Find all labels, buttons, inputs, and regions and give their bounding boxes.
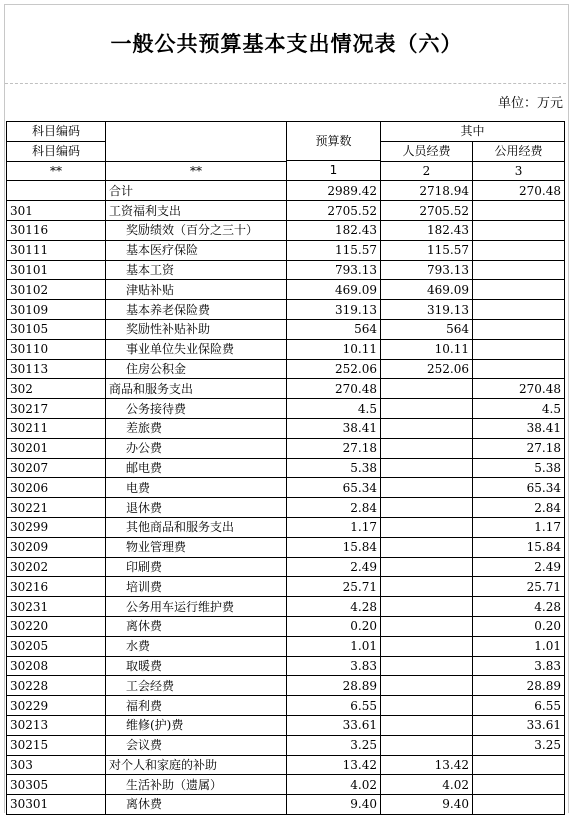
cell-code: 301 — [7, 201, 106, 221]
cell-name: 对个人和家庭的补助 — [106, 755, 287, 775]
cell-name: 福利费 — [106, 696, 287, 716]
cell-code: 30301 — [7, 795, 106, 815]
cell-personnel — [381, 517, 473, 537]
cell-budget: 319.13 — [287, 300, 381, 320]
cell-public: 0.20 — [473, 616, 565, 636]
table-row — [7, 220, 565, 240]
table-row — [7, 755, 565, 775]
cell-code: 30102 — [7, 280, 106, 300]
header-code-top: 科目编码 — [7, 122, 106, 142]
table-row — [7, 478, 565, 498]
table-row — [7, 339, 565, 359]
table-row — [7, 676, 565, 696]
cell-personnel — [381, 597, 473, 617]
cell-personnel — [381, 735, 473, 755]
cell-public: 33.61 — [473, 715, 565, 735]
cell-budget: 2989.42 — [287, 181, 381, 201]
cell-code: 30213 — [7, 715, 106, 735]
cell-personnel: 793.13 — [381, 260, 473, 280]
cell-name: 离休费 — [106, 616, 287, 636]
cell-name: 津贴补贴 — [106, 280, 287, 300]
cell-name: 退休费 — [106, 498, 287, 518]
marker-code: ** — [7, 161, 106, 181]
cell-name: 事业单位失业保险费 — [106, 339, 287, 359]
table-row — [7, 616, 565, 636]
cell-name: 工资福利支出 — [106, 201, 287, 221]
cell-budget: 27.18 — [287, 438, 381, 458]
cell-public: 38.41 — [473, 418, 565, 438]
cell-public: 2.84 — [473, 498, 565, 518]
cell-budget: 2.84 — [287, 498, 381, 518]
cell-name: 住房公积金 — [106, 359, 287, 379]
cell-budget: 115.57 — [287, 240, 381, 260]
cell-personnel: 2718.94 — [381, 181, 473, 201]
cell-name: 公务接待费 — [106, 399, 287, 419]
cell-code: 30116 — [7, 220, 106, 240]
cell-code: 30201 — [7, 438, 106, 458]
cell-name: 奖励绩效（百分之三十） — [106, 220, 287, 240]
cell-public: 2.49 — [473, 557, 565, 577]
cell-code: 30209 — [7, 537, 106, 557]
table-row — [7, 379, 565, 399]
cell-personnel: 2705.52 — [381, 201, 473, 221]
cell-personnel: 13.42 — [381, 755, 473, 775]
cell-code: 30211 — [7, 418, 106, 438]
cell-budget: 1.01 — [287, 636, 381, 656]
header-public: 公用经费 — [473, 141, 565, 161]
cell-personnel: 182.43 — [381, 220, 473, 240]
cell-budget: 3.25 — [287, 735, 381, 755]
cell-budget: 0.20 — [287, 616, 381, 636]
cell-public: 1.17 — [473, 517, 565, 537]
table-row — [7, 260, 565, 280]
cell-name: 培训费 — [106, 577, 287, 597]
table-row — [7, 359, 565, 379]
header-name-spacer — [106, 122, 287, 162]
cell-public — [473, 359, 565, 379]
cell-budget: 564 — [287, 319, 381, 339]
table-body — [7, 181, 565, 815]
header-row-3 — [7, 161, 565, 181]
table-row — [7, 418, 565, 438]
cell-personnel — [381, 399, 473, 419]
cell-personnel — [381, 438, 473, 458]
cell-budget: 2705.52 — [287, 201, 381, 221]
cell-name: 基本养老保险费 — [106, 300, 287, 320]
cell-code: 30231 — [7, 597, 106, 617]
cell-personnel — [381, 498, 473, 518]
cell-personnel — [381, 458, 473, 478]
cell-personnel — [381, 537, 473, 557]
cell-code: 30220 — [7, 616, 106, 636]
cell-public — [473, 339, 565, 359]
cell-public: 3.83 — [473, 656, 565, 676]
cell-name: 基本医疗保险 — [106, 240, 287, 260]
cell-budget: 9.40 — [287, 795, 381, 815]
cell-code: 30206 — [7, 478, 106, 498]
cell-public: 3.25 — [473, 735, 565, 755]
table-row — [7, 636, 565, 656]
cell-personnel — [381, 636, 473, 656]
cell-personnel — [381, 656, 473, 676]
cell-public — [473, 220, 565, 240]
cell-code: 30207 — [7, 458, 106, 478]
cell-code: 30113 — [7, 359, 106, 379]
cell-public — [473, 755, 565, 775]
cell-name: 公务用车运行维护费 — [106, 597, 287, 617]
cell-name: 基本工资 — [106, 260, 287, 280]
cell-budget: 13.42 — [287, 755, 381, 775]
cell-name: 取暖费 — [106, 656, 287, 676]
cell-personnel — [381, 577, 473, 597]
cell-code: 30299 — [7, 517, 106, 537]
cell-public: 28.89 — [473, 676, 565, 696]
cell-name: 工会经费 — [106, 676, 287, 696]
cell-name: 其他商品和服务支出 — [106, 517, 287, 537]
table-row — [7, 696, 565, 716]
cell-name: 商品和服务支出 — [106, 379, 287, 399]
header-budget-label: 预算数 — [287, 122, 380, 161]
cell-budget: 65.34 — [287, 478, 381, 498]
cell-personnel — [381, 379, 473, 399]
cell-public — [473, 319, 565, 339]
header-personnel: 人员经费 — [381, 141, 473, 161]
cell-public — [473, 300, 565, 320]
cell-personnel: 252.06 — [381, 359, 473, 379]
cell-public — [473, 280, 565, 300]
table-row — [7, 715, 565, 735]
cell-public — [473, 795, 565, 815]
cell-name: 电费 — [106, 478, 287, 498]
cell-budget: 3.83 — [287, 656, 381, 676]
table-row — [7, 498, 565, 518]
cell-budget: 793.13 — [287, 260, 381, 280]
unit-label: 单位：万元 — [497, 96, 563, 111]
cell-budget: 6.55 — [287, 696, 381, 716]
col-index-3: 3 — [473, 161, 565, 181]
cell-budget: 33.61 — [287, 715, 381, 735]
cell-code: 30105 — [7, 319, 106, 339]
cell-personnel: 319.13 — [381, 300, 473, 320]
cell-personnel — [381, 616, 473, 636]
cell-code: 30229 — [7, 696, 106, 716]
cell-budget: 469.09 — [287, 280, 381, 300]
cell-budget: 4.02 — [287, 775, 381, 795]
cell-public: 27.18 — [473, 438, 565, 458]
table-row — [7, 597, 565, 617]
header-code: 科目编码 — [7, 141, 106, 161]
cell-budget: 5.38 — [287, 458, 381, 478]
cell-code: 30221 — [7, 498, 106, 518]
table-row — [7, 775, 565, 795]
cell-personnel: 9.40 — [381, 795, 473, 815]
cell-budget: 10.11 — [287, 339, 381, 359]
cell-public: 4.5 — [473, 399, 565, 419]
table-row — [7, 557, 565, 577]
cell-personnel — [381, 696, 473, 716]
col-index-2: 2 — [381, 161, 473, 181]
page-title: 一般公共预算基本支出情况表（六） — [110, 32, 463, 56]
cell-personnel: 115.57 — [381, 240, 473, 260]
cell-public: 5.38 — [473, 458, 565, 478]
table-row — [7, 517, 565, 537]
cell-code: 30109 — [7, 300, 106, 320]
cell-code: 30217 — [7, 399, 106, 419]
cell-public: 65.34 — [473, 478, 565, 498]
cell-name: 印刷费 — [106, 557, 287, 577]
cell-personnel: 469.09 — [381, 280, 473, 300]
table-row — [7, 438, 565, 458]
cell-code: 30228 — [7, 676, 106, 696]
cell-public: 25.71 — [473, 577, 565, 597]
cell-budget: 270.48 — [287, 379, 381, 399]
table-row — [7, 300, 565, 320]
cell-personnel — [381, 418, 473, 438]
cell-code: 30101 — [7, 260, 106, 280]
cell-code — [7, 181, 106, 201]
cell-budget: 2.49 — [287, 557, 381, 577]
cell-public: 15.84 — [473, 537, 565, 557]
table-row — [7, 458, 565, 478]
cell-personnel: 4.02 — [381, 775, 473, 795]
cell-code: 303 — [7, 755, 106, 775]
cell-name: 离休费 — [106, 795, 287, 815]
cell-personnel — [381, 557, 473, 577]
cell-name: 合计 — [106, 181, 287, 201]
cell-budget: 4.5 — [287, 399, 381, 419]
cell-personnel — [381, 478, 473, 498]
cell-budget: 252.06 — [287, 359, 381, 379]
cell-name: 奖励性补贴补助 — [106, 319, 287, 339]
cell-code: 302 — [7, 379, 106, 399]
header-of-which: 其中 — [381, 122, 565, 142]
cell-personnel — [381, 715, 473, 735]
cell-public: 270.48 — [473, 181, 565, 201]
cell-name: 办公费 — [106, 438, 287, 458]
cell-public — [473, 775, 565, 795]
cell-public: 270.48 — [473, 379, 565, 399]
col-index-1: 1 — [329, 163, 338, 177]
table-row — [7, 399, 565, 419]
cell-code: 30208 — [7, 656, 106, 676]
cell-budget: 38.41 — [287, 418, 381, 438]
table-row — [7, 735, 565, 755]
cell-name: 差旅费 — [106, 418, 287, 438]
cell-code: 30110 — [7, 339, 106, 359]
header-row-1 — [7, 122, 565, 142]
cell-budget: 1.17 — [287, 517, 381, 537]
cell-public — [473, 201, 565, 221]
cell-budget: 182.43 — [287, 220, 381, 240]
cell-public: 1.01 — [473, 636, 565, 656]
header-budget — [287, 122, 381, 181]
table-row — [7, 181, 565, 201]
cell-personnel — [381, 676, 473, 696]
cell-code: 30215 — [7, 735, 106, 755]
table-row — [7, 319, 565, 339]
marker-name: ** — [106, 161, 287, 181]
cell-code: 30111 — [7, 240, 106, 260]
cell-code: 30216 — [7, 577, 106, 597]
cell-code: 30305 — [7, 775, 106, 795]
table-row — [7, 795, 565, 815]
cell-public: 4.28 — [473, 597, 565, 617]
cell-public — [473, 240, 565, 260]
cell-budget: 25.71 — [287, 577, 381, 597]
cell-personnel: 564 — [381, 319, 473, 339]
table-row — [7, 656, 565, 676]
cell-code: 30205 — [7, 636, 106, 656]
cell-public — [473, 260, 565, 280]
cell-budget: 4.28 — [287, 597, 381, 617]
cell-budget: 15.84 — [287, 537, 381, 557]
cell-code: 30202 — [7, 557, 106, 577]
table-row — [7, 577, 565, 597]
cell-name: 邮电费 — [106, 458, 287, 478]
title-divider — [5, 83, 566, 84]
table-row — [7, 280, 565, 300]
table-row — [7, 240, 565, 260]
cell-name: 水费 — [106, 636, 287, 656]
budget-table — [6, 121, 565, 815]
cell-budget: 28.89 — [287, 676, 381, 696]
table-row — [7, 537, 565, 557]
cell-name: 生活补助（遗属） — [106, 775, 287, 795]
cell-name: 物业管理费 — [106, 537, 287, 557]
cell-personnel: 10.11 — [381, 339, 473, 359]
cell-public: 6.55 — [473, 696, 565, 716]
cell-name: 会议费 — [106, 735, 287, 755]
table-row — [7, 201, 565, 221]
cell-name: 维修(护)费 — [106, 715, 287, 735]
